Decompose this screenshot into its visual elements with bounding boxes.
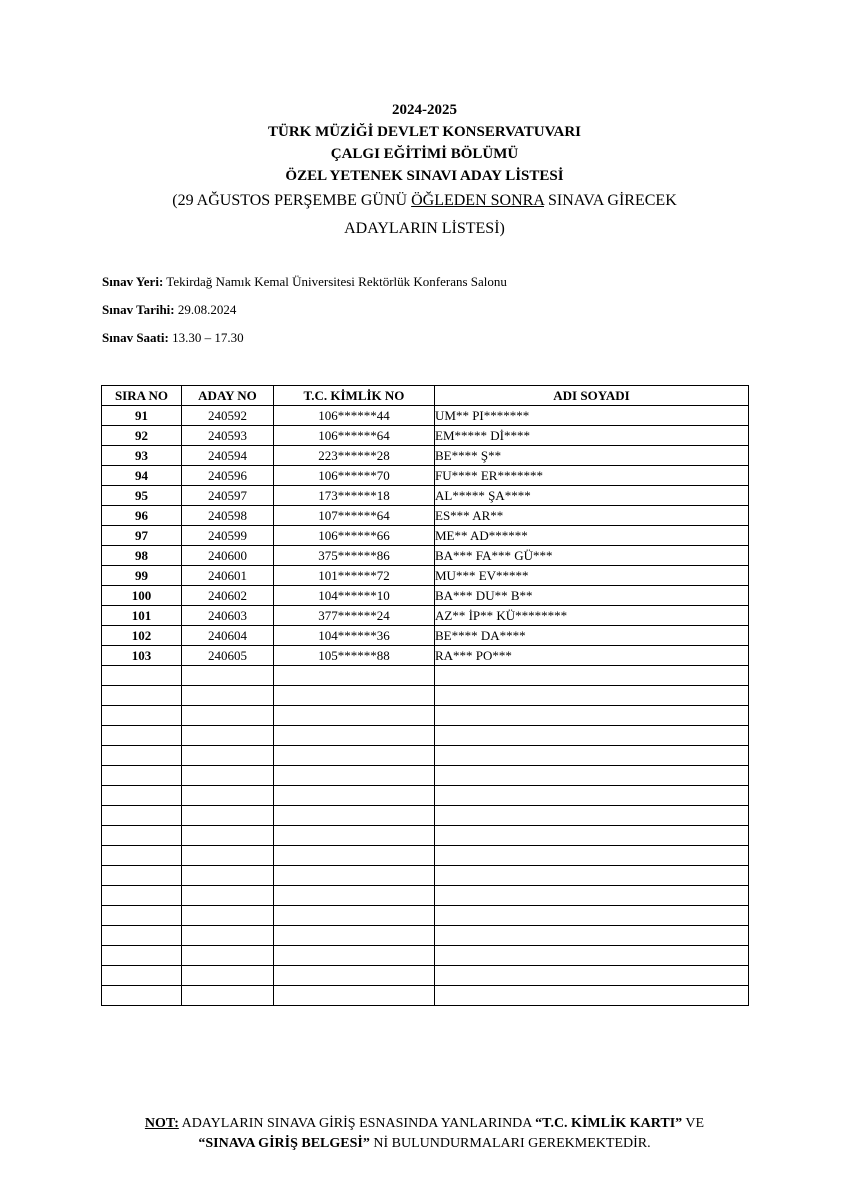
empty-cell-aday xyxy=(182,806,274,826)
empty-table-row xyxy=(102,726,749,746)
cell-ad: UM** PI******* xyxy=(435,406,749,426)
cell-aday: 240593 xyxy=(182,426,274,446)
empty-table-row xyxy=(102,666,749,686)
cell-sira: 97 xyxy=(102,526,182,546)
cell-sira: 101 xyxy=(102,606,182,626)
empty-cell-ad xyxy=(435,726,749,746)
table-row xyxy=(102,466,749,486)
empty-cell-sira xyxy=(102,866,182,886)
empty-cell-ad xyxy=(435,966,749,986)
empty-cell-sira xyxy=(102,686,182,706)
empty-table-row xyxy=(102,866,749,886)
empty-cell-sira xyxy=(102,846,182,866)
cell-tc: 105******88 xyxy=(274,646,435,666)
empty-cell-aday xyxy=(182,766,274,786)
table-row xyxy=(102,486,749,506)
list-title: ÖZEL YETENEK SINAVI ADAY LİSTESİ xyxy=(285,168,564,184)
table-row xyxy=(102,426,749,446)
cell-tc: 375******86 xyxy=(274,546,435,566)
empty-cell-tc xyxy=(274,886,435,906)
empty-table-row xyxy=(102,746,749,766)
empty-cell-sira xyxy=(102,946,182,966)
exam-time xyxy=(102,330,244,346)
header-tc-kimlik-no: T.C. KİMLİK NO xyxy=(274,386,435,406)
empty-cell-ad xyxy=(435,946,749,966)
empty-cell-tc xyxy=(274,806,435,826)
exam-time-value: 13.30 – 17.30 xyxy=(168,330,244,345)
cell-ad: FU**** ER******* xyxy=(435,466,749,486)
cell-ad: BA*** FA*** GÜ*** xyxy=(435,546,749,566)
cell-tc: 104******36 xyxy=(274,626,435,646)
table-row xyxy=(102,406,749,426)
exam-place xyxy=(102,274,507,290)
empty-cell-sira xyxy=(102,886,182,906)
cell-sira: 102 xyxy=(102,626,182,646)
cell-ad: EM***** Dİ**** xyxy=(435,426,749,446)
empty-cell-ad xyxy=(435,666,749,686)
empty-cell-ad xyxy=(435,706,749,726)
empty-cell-sira xyxy=(102,786,182,806)
cell-aday: 240596 xyxy=(182,466,274,486)
cell-sira: 94 xyxy=(102,466,182,486)
cell-aday: 240604 xyxy=(182,626,274,646)
cell-ad: ME** AD****** xyxy=(435,526,749,546)
cell-sira: 93 xyxy=(102,446,182,466)
cell-tc: 106******70 xyxy=(274,466,435,486)
cell-tc: 173******18 xyxy=(274,486,435,506)
cell-aday: 240601 xyxy=(182,566,274,586)
empty-cell-aday xyxy=(182,686,274,706)
exam-place-value: Tekirdağ Namık Kemal Üniversitesi Rektörlük Konferans Salonu xyxy=(163,274,507,289)
empty-cell-sira xyxy=(102,926,182,946)
cell-ad: AL***** ŞA**** xyxy=(435,486,749,506)
header-adi-soyadi: ADI SOYADI xyxy=(435,386,749,406)
empty-table-row xyxy=(102,966,749,986)
cell-aday: 240599 xyxy=(182,526,274,546)
department-name: ÇALGI EĞİTİMİ BÖLÜMÜ xyxy=(330,146,519,162)
note-id-card: “T.C. KİMLİK KARTI” xyxy=(535,1116,683,1131)
cell-aday: 240605 xyxy=(182,646,274,666)
empty-cell-aday xyxy=(182,926,274,946)
cell-sira: 92 xyxy=(102,426,182,446)
empty-cell-sira xyxy=(102,806,182,826)
empty-cell-ad xyxy=(435,826,749,846)
table-header-row xyxy=(102,386,749,406)
note-label: NOT: xyxy=(144,1116,179,1131)
table-row xyxy=(102,646,749,666)
cell-tc: 106******64 xyxy=(274,426,435,446)
session-suffix: SINAVA GİRECEK xyxy=(543,192,677,209)
empty-table-row xyxy=(102,766,749,786)
empty-table-row xyxy=(102,786,749,806)
note-entry-document: “SINAVA GİRİŞ BELGESİ” xyxy=(198,1136,370,1151)
empty-cell-ad xyxy=(435,986,749,1006)
cell-aday: 240597 xyxy=(182,486,274,506)
table-row xyxy=(102,586,749,606)
empty-cell-aday xyxy=(182,946,274,966)
empty-cell-sira xyxy=(102,746,182,766)
empty-table-row xyxy=(102,706,749,726)
cell-sira: 99 xyxy=(102,566,182,586)
exam-date-label: Sınav Tarihi: xyxy=(102,302,175,317)
empty-cell-tc xyxy=(274,726,435,746)
empty-cell-ad xyxy=(435,846,749,866)
empty-cell-aday xyxy=(182,886,274,906)
empty-cell-sira xyxy=(102,666,182,686)
empty-cell-aday xyxy=(182,666,274,686)
empty-cell-aday xyxy=(182,786,274,806)
empty-cell-aday xyxy=(182,746,274,766)
cell-sira: 103 xyxy=(102,646,182,666)
empty-cell-tc xyxy=(274,666,435,686)
empty-cell-tc xyxy=(274,986,435,1006)
empty-table-row xyxy=(102,846,749,866)
empty-cell-aday xyxy=(182,826,274,846)
table-body xyxy=(102,406,749,1006)
empty-cell-ad xyxy=(435,906,749,926)
exam-place-label: Sınav Yeri: xyxy=(102,274,164,289)
cell-aday: 240602 xyxy=(182,586,274,606)
note-text-2: VE xyxy=(682,1116,705,1131)
empty-cell-tc xyxy=(274,766,435,786)
empty-cell-ad xyxy=(435,746,749,766)
cell-aday: 240600 xyxy=(182,546,274,566)
empty-cell-tc xyxy=(274,866,435,886)
cell-ad: ES*** AR** xyxy=(435,506,749,526)
empty-cell-ad xyxy=(435,886,749,906)
table-row xyxy=(102,506,749,526)
empty-cell-tc xyxy=(274,686,435,706)
cell-tc: 104******10 xyxy=(274,586,435,606)
cell-ad: BE**** Ş** xyxy=(435,446,749,466)
empty-cell-sira xyxy=(102,986,182,1006)
empty-cell-sira xyxy=(102,766,182,786)
empty-cell-tc xyxy=(274,966,435,986)
cell-ad: BA*** DU** B** xyxy=(435,586,749,606)
institution-name: TÜRK MÜZİĞİ DEVLET KONSERVATUVARI xyxy=(267,124,581,140)
empty-cell-aday xyxy=(182,906,274,926)
table-row xyxy=(102,606,749,626)
empty-table-row xyxy=(102,986,749,1006)
table-row xyxy=(102,626,749,646)
document-header xyxy=(0,99,849,243)
empty-cell-ad xyxy=(435,786,749,806)
empty-cell-tc xyxy=(274,746,435,766)
empty-cell-ad xyxy=(435,866,749,886)
cell-aday: 240594 xyxy=(182,446,274,466)
cell-ad: MU*** EV***** xyxy=(435,566,749,586)
empty-table-row xyxy=(102,926,749,946)
session-prefix: (29 AĞUSTOS PERŞEMBE GÜNÜ xyxy=(172,192,412,209)
empty-cell-aday xyxy=(182,986,274,1006)
empty-cell-sira xyxy=(102,906,182,926)
empty-cell-tc xyxy=(274,846,435,866)
table-row xyxy=(102,446,749,466)
empty-cell-ad xyxy=(435,926,749,946)
cell-tc: 223******28 xyxy=(274,446,435,466)
empty-cell-tc xyxy=(274,946,435,966)
cell-ad: BE**** DA**** xyxy=(435,626,749,646)
empty-table-row xyxy=(102,686,749,706)
cell-tc: 106******66 xyxy=(274,526,435,546)
empty-table-row xyxy=(102,806,749,826)
empty-table-row xyxy=(102,906,749,926)
cell-aday: 240603 xyxy=(182,606,274,626)
cell-sira: 95 xyxy=(102,486,182,506)
empty-cell-tc xyxy=(274,926,435,946)
session-time-of-day: ÖĞLEDEN SONRA xyxy=(411,192,544,209)
cell-tc: 106******44 xyxy=(274,406,435,426)
header-sira-no: SIRA NO xyxy=(102,386,182,406)
cell-ad: RA*** PO*** xyxy=(435,646,749,666)
cell-sira: 91 xyxy=(102,406,182,426)
note-text-1: ADAYLARIN SINAVA GİRİŞ ESNASINDA YANLARINDA xyxy=(178,1116,536,1131)
empty-cell-tc xyxy=(274,786,435,806)
empty-table-row xyxy=(102,826,749,846)
cell-ad: AZ** İP** KÜ******** xyxy=(435,606,749,626)
empty-cell-aday xyxy=(182,706,274,726)
exam-time-label: Sınav Saati: xyxy=(102,330,169,345)
cell-aday: 240598 xyxy=(182,506,274,526)
cell-tc: 101******72 xyxy=(274,566,435,586)
cell-sira: 98 xyxy=(102,546,182,566)
empty-cell-sira xyxy=(102,726,182,746)
empty-cell-tc xyxy=(274,826,435,846)
session-line-2: ADAYLARIN LİSTESİ) xyxy=(344,220,505,237)
empty-table-row xyxy=(102,886,749,906)
empty-cell-tc xyxy=(274,906,435,926)
exam-date-value: 29.08.2024 xyxy=(174,302,237,317)
empty-cell-sira xyxy=(102,706,182,726)
header-aday-no: ADAY NO xyxy=(182,386,274,406)
empty-cell-aday xyxy=(182,966,274,986)
footer-note xyxy=(80,1114,769,1154)
session-line xyxy=(0,187,849,215)
empty-cell-ad xyxy=(435,806,749,826)
empty-cell-sira xyxy=(102,966,182,986)
empty-cell-tc xyxy=(274,706,435,726)
cell-sira: 96 xyxy=(102,506,182,526)
candidate-table xyxy=(101,385,749,1006)
cell-tc: 107******64 xyxy=(274,506,435,526)
academic-year: 2024-2025 xyxy=(392,102,457,118)
empty-cell-aday xyxy=(182,726,274,746)
empty-cell-aday xyxy=(182,846,274,866)
empty-cell-ad xyxy=(435,766,749,786)
empty-cell-aday xyxy=(182,866,274,886)
table-row xyxy=(102,546,749,566)
note-text-3: Nİ BULUNDURMALARI GEREKMEKTEDİR. xyxy=(369,1136,651,1151)
cell-tc: 377******24 xyxy=(274,606,435,626)
cell-sira: 100 xyxy=(102,586,182,606)
table-row xyxy=(102,566,749,586)
empty-cell-sira xyxy=(102,826,182,846)
table-row xyxy=(102,526,749,546)
empty-table-row xyxy=(102,946,749,966)
exam-date xyxy=(102,302,236,318)
empty-cell-ad xyxy=(435,686,749,706)
cell-aday: 240592 xyxy=(182,406,274,426)
